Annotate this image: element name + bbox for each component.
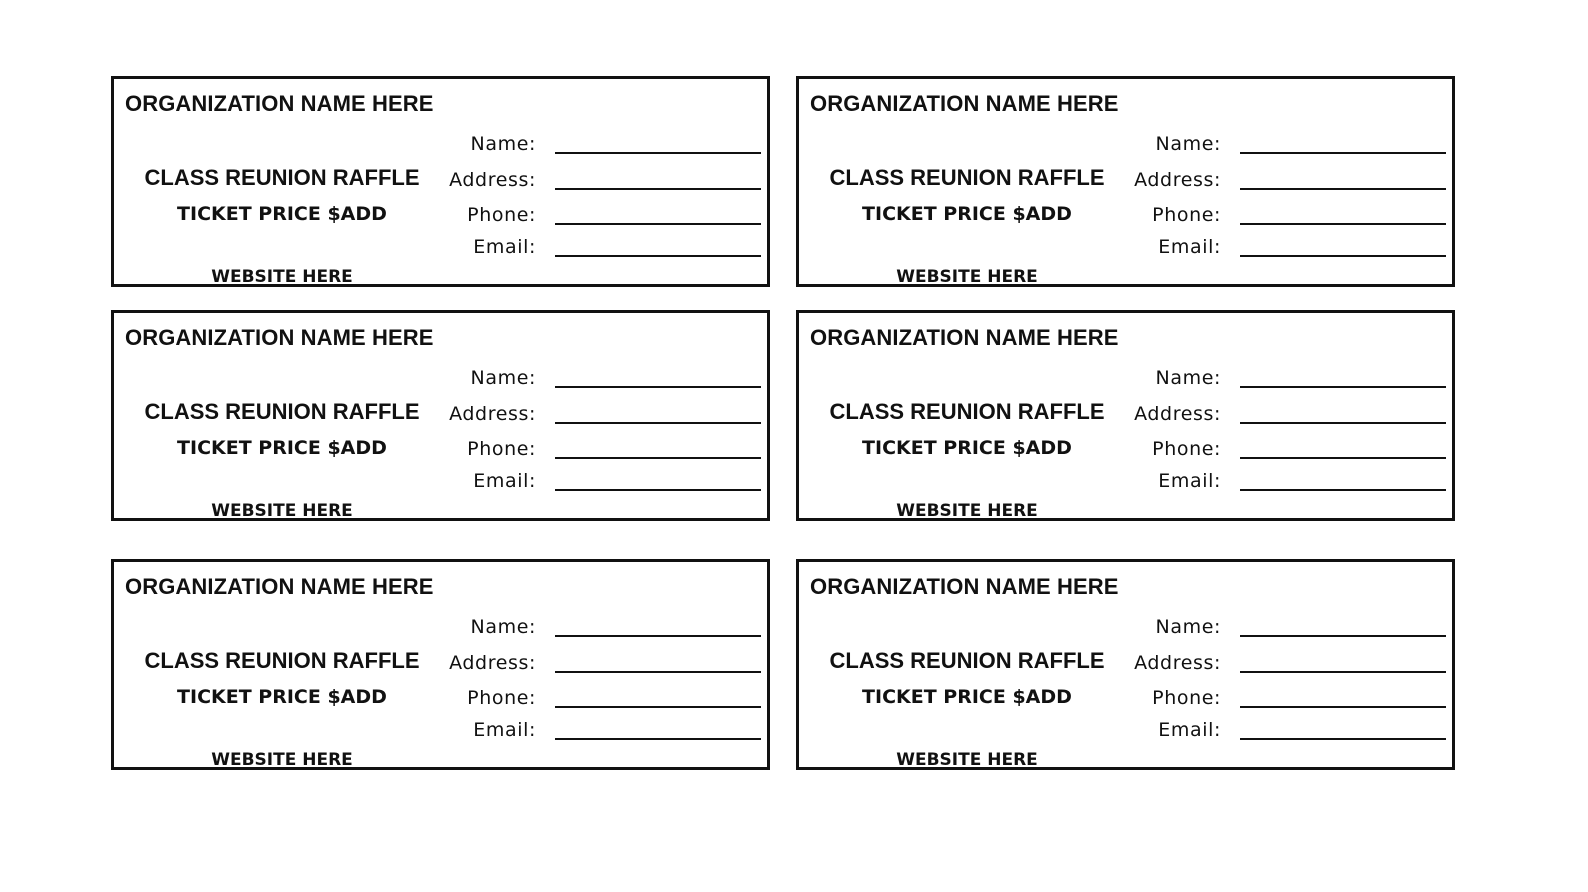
name-blank-line <box>555 386 761 388</box>
website-label: WEBSITE HERE <box>896 501 1038 521</box>
raffle-ticket <box>796 310 1455 521</box>
address-label: Address: <box>1134 169 1221 191</box>
name-blank-line <box>555 152 761 154</box>
ticket-price: TICKET PRICE $ADD <box>177 203 387 225</box>
organization-name: ORGANIZATION NAME HERE <box>810 574 1119 599</box>
email-label: Email: <box>473 719 536 741</box>
event-title: CLASS REUNION RAFFLE <box>144 399 420 424</box>
website-label: WEBSITE HERE <box>896 750 1038 770</box>
email-blank-line <box>1240 738 1446 740</box>
address-blank-line <box>1240 671 1446 673</box>
name-blank-line <box>1240 386 1446 388</box>
phone-label: Phone: <box>467 687 536 709</box>
email-label: Email: <box>1158 236 1221 258</box>
address-label: Address: <box>449 403 536 425</box>
address-label: Address: <box>449 652 536 674</box>
email-label: Email: <box>473 470 536 492</box>
event-title: CLASS REUNION RAFFLE <box>144 165 420 190</box>
phone-label: Phone: <box>1152 438 1221 460</box>
phone-blank-line <box>555 706 761 708</box>
email-blank-line <box>555 489 761 491</box>
address-label: Address: <box>1134 652 1221 674</box>
event-title: CLASS REUNION RAFFLE <box>144 648 420 673</box>
address-blank-line <box>1240 188 1446 190</box>
name-blank-line <box>555 635 761 637</box>
website-label: WEBSITE HERE <box>211 750 353 770</box>
phone-blank-line <box>1240 457 1446 459</box>
email-blank-line <box>1240 255 1446 257</box>
email-label: Email: <box>1158 470 1221 492</box>
organization-name: ORGANIZATION NAME HERE <box>810 325 1119 350</box>
phone-blank-line <box>555 457 761 459</box>
phone-label: Phone: <box>467 204 536 226</box>
name-blank-line <box>1240 635 1446 637</box>
ticket-price: TICKET PRICE $ADD <box>177 437 387 459</box>
raffle-ticket <box>796 559 1455 770</box>
email-label: Email: <box>473 236 536 258</box>
address-blank-line <box>555 671 761 673</box>
organization-name: ORGANIZATION NAME HERE <box>125 91 434 116</box>
name-label: Name: <box>470 616 536 638</box>
address-blank-line <box>555 188 761 190</box>
name-label: Name: <box>1155 616 1221 638</box>
event-title: CLASS REUNION RAFFLE <box>829 648 1105 673</box>
phone-label: Phone: <box>1152 204 1221 226</box>
phone-blank-line <box>555 223 761 225</box>
address-label: Address: <box>1134 403 1221 425</box>
phone-blank-line <box>1240 223 1446 225</box>
website-label: WEBSITE HERE <box>211 501 353 521</box>
raffle-ticket <box>111 310 770 521</box>
raffle-ticket <box>111 76 770 287</box>
phone-label: Phone: <box>467 438 536 460</box>
address-blank-line <box>555 422 761 424</box>
event-title: CLASS REUNION RAFFLE <box>829 399 1105 424</box>
organization-name: ORGANIZATION NAME HERE <box>125 574 434 599</box>
ticket-price: TICKET PRICE $ADD <box>862 686 1072 708</box>
event-title: CLASS REUNION RAFFLE <box>829 165 1105 190</box>
phone-blank-line <box>1240 706 1446 708</box>
organization-name: ORGANIZATION NAME HERE <box>810 91 1119 116</box>
phone-label: Phone: <box>1152 687 1221 709</box>
address-blank-line <box>1240 422 1446 424</box>
email-blank-line <box>555 255 761 257</box>
ticket-price: TICKET PRICE $ADD <box>177 686 387 708</box>
email-blank-line <box>1240 489 1446 491</box>
name-label: Name: <box>1155 367 1221 389</box>
raffle-ticket <box>796 76 1455 287</box>
email-blank-line <box>555 738 761 740</box>
ticket-price: TICKET PRICE $ADD <box>862 203 1072 225</box>
name-label: Name: <box>470 367 536 389</box>
website-label: WEBSITE HERE <box>896 267 1038 287</box>
organization-name: ORGANIZATION NAME HERE <box>125 325 434 350</box>
name-blank-line <box>1240 152 1446 154</box>
address-label: Address: <box>449 169 536 191</box>
name-label: Name: <box>1155 133 1221 155</box>
website-label: WEBSITE HERE <box>211 267 353 287</box>
name-label: Name: <box>470 133 536 155</box>
email-label: Email: <box>1158 719 1221 741</box>
raffle-ticket <box>111 559 770 770</box>
ticket-price: TICKET PRICE $ADD <box>862 437 1072 459</box>
